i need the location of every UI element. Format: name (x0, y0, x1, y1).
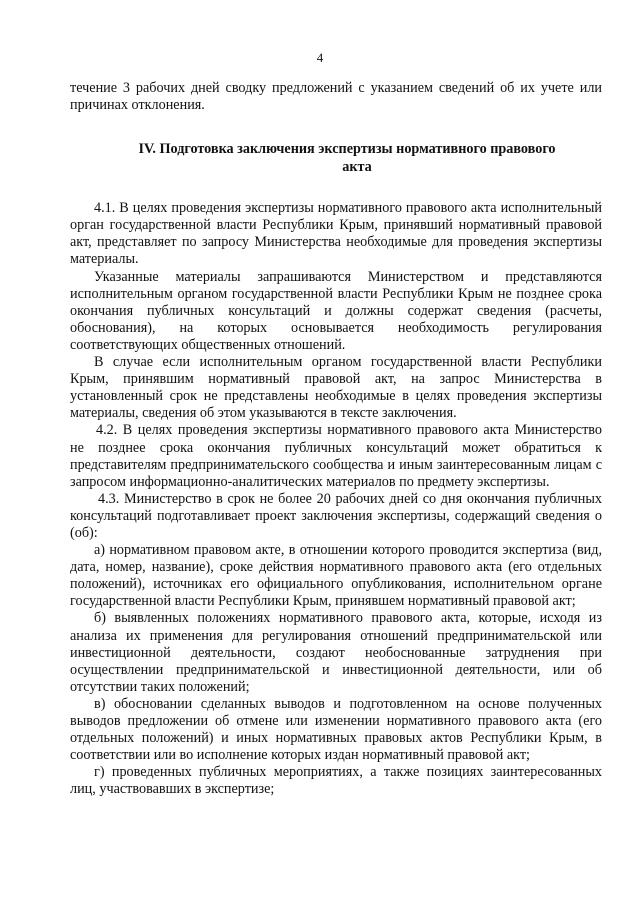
list-item-b: б) выявленных положениях нормативного правового акта, которые, исходя из анализа их применения для регулирования отношений предпринимательской или инвестиционной деятельности, создают необоснованные затруднения при осуществлении предпринимательской и инвестиционной деятельности, или об отсутствии таких положений; (70, 610, 602, 695)
page-number: 4 (316, 50, 324, 65)
paragraph-4-1: 4.1. В целях проведения экспертизы нормативного правового акта исполнительный орган государственной власти Республики Крым, принявший нормативный правовой акт, представляет по запросу Министерства необходимые для проведения экспертизы материалы. (70, 200, 602, 268)
list-item-g: г) проведенных публичных мероприятиях, а также позициях заинтересованных лиц, участвовавших в экспертизе; (70, 764, 602, 798)
section-heading-line1: IV. Подготовка заключения экспертизы нормативного правового (138, 141, 556, 158)
section-heading-line2: акта (342, 159, 372, 176)
section-heading (70, 140, 602, 176)
list-item-a: а) нормативном правовом акте, в отношении которого проводится экспертиза (вид, дата, номер, название), сроке действия нормативного правового акта (его отдельных положений), источниках его официального опубликования, исполнительном органе государственной власти Республики Крым, принявшем нормативный правовой акт; (70, 542, 602, 610)
paragraph-not-provided: В случае если исполнительным органом государственной власти Республики Крым, принявшим нормативный правовой акт, на запрос Министерства в установленный срок не представлены необходимые в целях проведения экспертизы материалы, сведения об этом указываются в тексте заключения. (70, 354, 602, 422)
document-body (70, 80, 602, 798)
list-item-v: в) обосновании сделанных выводов и подготовленном на основе полученных выводов предложении об отмене или изменении нормативного правового акта (его отдельных положений) и иных нормативных правовых актов Республики Крым, в соответствии или во исполнение которых издан нормативный правовой акт; (70, 695, 602, 764)
paragraph-4-3: 4.3. Министерство в срок не более 20 рабочих дней со дня окончания публичных консультаций подготавливает проект заключения экспертизы, содержащий сведения о (об): (70, 490, 602, 541)
paragraph-4-2: 4.2. В целях проведения экспертизы нормативного правового акта Министерство не позднее срока окончания публичных консультаций может обратиться к представителям предпринимательского сообщества и иным заинтересованным лицам с запросом информационно-аналитических материалов по предмету экспертизы. (70, 422, 602, 490)
paragraph-materials: Указанные материалы запрашиваются Министерством и представляются исполнительным органом государственной власти Республики Крым не позднее срока окончания публичных консультаций и должны содержат сведения (расчеты, обоснования), на которых основывается необходимость регулирования соответствующих общественных отношений. (70, 268, 602, 353)
intro-paragraph: течение 3 рабочих дней сводку предложений с указанием сведений об их учете или причинах отклонения. (70, 80, 602, 114)
